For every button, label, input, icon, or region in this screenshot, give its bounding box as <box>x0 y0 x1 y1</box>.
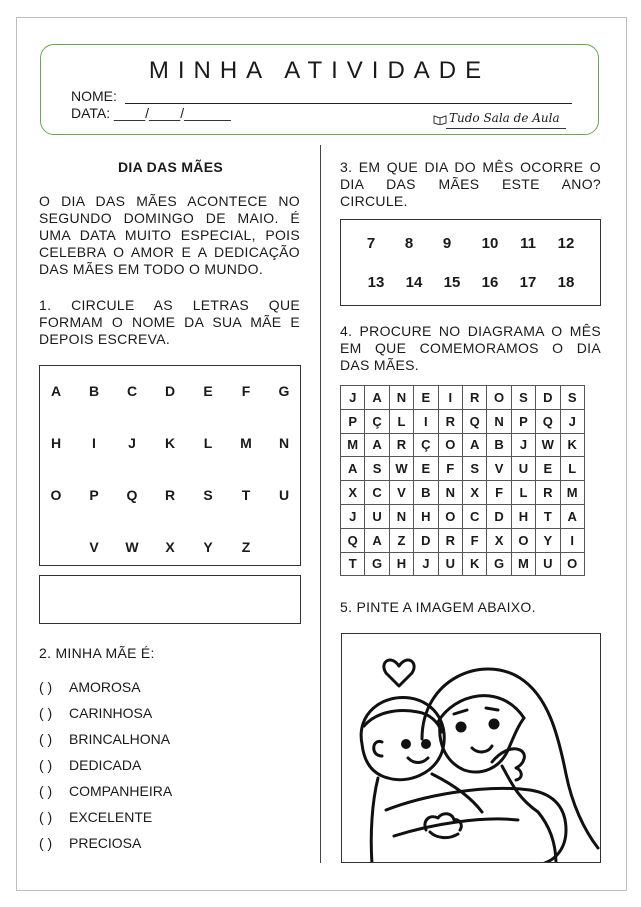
grid-cell[interactable]: C <box>365 481 389 505</box>
grid-cell[interactable]: K <box>560 433 584 457</box>
q3-instructions <box>340 159 601 210</box>
letter[interactable]: A <box>50 383 62 399</box>
option-carinhosa[interactable] <box>39 705 152 721</box>
day-number-box <box>340 219 601 306</box>
name-field[interactable] <box>125 103 572 104</box>
q1-line: DEPOIS ESCREVA. <box>39 331 171 347</box>
grid-cell[interactable]: R <box>462 386 486 410</box>
grid-cell[interactable]: I <box>560 528 584 552</box>
checkbox-paren[interactable]: ( ) <box>39 809 53 825</box>
letter[interactable]: B <box>88 383 100 399</box>
grid-cell[interactable]: S <box>560 386 584 410</box>
q5-title: 5. PINTE A IMAGEM ABAIXO. <box>340 599 536 615</box>
grid-cell[interactable]: C <box>462 504 486 528</box>
q4-line: EM QUE COMEMORAMOS O DIA <box>340 340 601 356</box>
letter[interactable]: Q <box>126 487 138 503</box>
letter[interactable]: P <box>89 487 99 503</box>
grid-cell[interactable]: J <box>560 409 584 433</box>
grid-cell[interactable]: A <box>365 528 389 552</box>
grid-cell[interactable]: A <box>560 504 584 528</box>
letter[interactable]: X <box>165 539 175 555</box>
grid-cell[interactable]: I <box>438 386 462 410</box>
grid-cell[interactable]: E <box>536 457 560 481</box>
grid-cell[interactable]: L <box>389 409 413 433</box>
grid-cell[interactable]: E <box>414 386 438 410</box>
option-label: CARINHOSA <box>69 705 153 721</box>
letter[interactable]: V <box>89 539 99 555</box>
grid-cell[interactable]: S <box>365 457 389 481</box>
grid-cell[interactable]: K <box>462 552 486 576</box>
grid-cell[interactable]: M <box>511 552 535 576</box>
option-label: BRINCALHONA <box>69 731 171 747</box>
grid-cell[interactable]: U <box>536 552 560 576</box>
intro-line: SEGUNDO DOMINGO DE MAIO. É <box>39 210 300 226</box>
grid-cell[interactable]: Ç <box>365 409 389 433</box>
letter[interactable]: H <box>50 435 62 451</box>
grid-cell[interactable]: V <box>389 481 413 505</box>
brand-underline <box>446 128 566 129</box>
grid-cell[interactable]: Y <box>536 528 560 552</box>
option-preciosa[interactable] <box>39 835 141 851</box>
grid-cell[interactable]: D <box>487 504 511 528</box>
grid-row <box>341 386 585 410</box>
grid-cell[interactable]: O <box>438 504 462 528</box>
q3-line: DIA DAS MÃES ESTE ANO? <box>340 176 601 192</box>
grid-cell[interactable]: N <box>438 481 462 505</box>
name-label: NOME: <box>71 88 117 104</box>
date-field[interactable]: DATA: ____/____/______ <box>71 105 231 121</box>
day-number[interactable]: 18 <box>557 274 575 291</box>
option-dedicada[interactable] <box>39 757 141 773</box>
grid-cell[interactable]: H <box>389 552 413 576</box>
option-brincalhona[interactable] <box>39 731 170 747</box>
grid-cell[interactable]: F <box>487 481 511 505</box>
day-number[interactable]: 11 <box>520 235 536 252</box>
intro-line: CELEBRA O AMOR E A DEDICAÇÃO <box>39 244 300 260</box>
grid-cell[interactable]: R <box>536 481 560 505</box>
column-divider <box>320 145 321 863</box>
grid-cell[interactable]: D <box>414 528 438 552</box>
mother-name-answer-box[interactable] <box>39 575 301 624</box>
grid-cell[interactable]: M <box>560 481 584 505</box>
grid-cell[interactable]: A <box>365 433 389 457</box>
grid-cell[interactable]: Ç <box>414 433 438 457</box>
book-icon <box>433 113 447 125</box>
checkbox-paren[interactable]: ( ) <box>39 679 53 695</box>
grid-cell[interactable]: O <box>438 433 462 457</box>
option-label: PRECIOSA <box>69 835 142 851</box>
grid-cell[interactable]: S <box>511 386 535 410</box>
grid-cell[interactable]: B <box>487 433 511 457</box>
letter[interactable]: L <box>203 435 213 451</box>
grid-cell[interactable]: P <box>341 409 365 433</box>
option-label: EXCELENTE <box>69 809 153 825</box>
grid-row <box>341 528 585 552</box>
grid-cell[interactable]: P <box>511 409 535 433</box>
q3-line: 3. EM QUE DIA DO MÊS OCORRE O <box>340 159 601 175</box>
day-number[interactable]: 15 <box>443 274 461 291</box>
grid-cell[interactable]: J <box>341 504 365 528</box>
q2-title: 2. MINHA MÃE É: <box>39 645 155 661</box>
heart-icon <box>384 660 414 686</box>
grid-cell[interactable]: A <box>341 457 365 481</box>
grid-cell[interactable]: G <box>487 552 511 576</box>
grid-cell[interactable]: U <box>365 504 389 528</box>
letter[interactable]: W <box>125 539 139 555</box>
grid-cell[interactable]: H <box>414 504 438 528</box>
q4-line: 4. PROCURE NO DIAGRAMA O MÊS <box>340 323 601 339</box>
day-number[interactable]: 8 <box>404 235 414 252</box>
option-amorosa[interactable] <box>39 679 141 695</box>
grid-cell[interactable]: E <box>414 457 438 481</box>
intro-line: UMA DATA MUITO ESPECIAL, POIS <box>39 227 300 243</box>
grid-cell[interactable]: O <box>487 386 511 410</box>
grid-cell[interactable]: L <box>511 481 535 505</box>
q1-instructions <box>39 297 300 348</box>
intro-line: O DIA DAS MÃES ACONTECE NO <box>39 193 300 209</box>
letter[interactable]: T <box>241 487 251 503</box>
letter[interactable]: F <box>241 383 251 399</box>
grid-cell[interactable]: V <box>487 457 511 481</box>
q3-line: CIRCULE. <box>340 193 408 209</box>
option-excelente[interactable] <box>39 809 152 825</box>
grid-cell[interactable]: J <box>341 386 365 410</box>
header-box <box>40 44 599 135</box>
option-label: COMPANHEIRA <box>69 783 173 799</box>
coloring-picture-frame[interactable] <box>341 633 601 863</box>
day-number[interactable]: 14 <box>405 274 423 291</box>
mother-hugging-child-illustration <box>342 634 601 863</box>
grid-cell[interactable]: T <box>536 504 560 528</box>
letter[interactable]: C <box>126 383 138 399</box>
checkbox-paren[interactable]: ( ) <box>39 783 53 799</box>
letter[interactable]: O <box>50 487 62 503</box>
grid-row <box>341 433 585 457</box>
checkbox-paren[interactable]: ( ) <box>39 705 53 721</box>
grid-cell[interactable]: X <box>341 481 365 505</box>
grid-row <box>341 409 585 433</box>
intro-line: DAS MÃES EM TODO O MUNDO. <box>39 261 264 277</box>
letter[interactable]: R <box>164 487 176 503</box>
letter[interactable]: E <box>203 383 213 399</box>
letter[interactable]: G <box>278 383 290 399</box>
grid-cell[interactable]: T <box>341 552 365 576</box>
grid-row <box>341 504 585 528</box>
intro-paragraph <box>39 193 300 278</box>
q1-line: FORMAM O NOME DA SUA MÃE E <box>39 314 300 330</box>
letter[interactable]: I <box>92 435 96 451</box>
day-number[interactable]: 17 <box>519 274 537 291</box>
word-search-grid <box>340 385 585 576</box>
page-title: MINHA ATIVIDADE <box>148 57 491 84</box>
grid-cell[interactable]: S <box>462 457 486 481</box>
grid-cell[interactable]: M <box>341 433 365 457</box>
option-companheira[interactable] <box>39 783 172 799</box>
grid-cell[interactable]: G <box>365 552 389 576</box>
letter[interactable]: D <box>164 383 176 399</box>
grid-cell[interactable]: F <box>462 528 486 552</box>
grid-cell[interactable]: J <box>511 433 535 457</box>
day-number[interactable]: 16 <box>481 274 499 291</box>
grid-cell[interactable]: W <box>536 433 560 457</box>
grid-cell[interactable]: D <box>536 386 560 410</box>
letter-box <box>39 365 301 566</box>
grid-cell[interactable]: Q <box>341 528 365 552</box>
grid-row <box>341 481 585 505</box>
option-label: AMOROSA <box>69 679 141 695</box>
grid-cell[interactable]: O <box>511 528 535 552</box>
grid-cell[interactable]: N <box>389 386 413 410</box>
checkbox-paren[interactable]: ( ) <box>39 757 53 773</box>
grid-cell[interactable]: R <box>438 528 462 552</box>
grid-cell[interactable]: O <box>560 552 584 576</box>
grid-cell[interactable]: B <box>414 481 438 505</box>
grid-cell[interactable]: F <box>438 457 462 481</box>
option-label: DEDICADA <box>69 757 142 773</box>
grid-cell[interactable]: Z <box>389 528 413 552</box>
q1-line: 1. CIRCULE AS LETRAS QUE <box>39 297 300 313</box>
letter[interactable]: Z <box>241 539 251 555</box>
grid-cell[interactable]: H <box>511 504 535 528</box>
grid-cell[interactable]: I <box>414 409 438 433</box>
grid-cell[interactable]: U <box>511 457 535 481</box>
grid-row <box>341 552 585 576</box>
grid-cell[interactable]: X <box>462 481 486 505</box>
grid-row <box>341 457 585 481</box>
day-number[interactable]: 13 <box>367 274 385 291</box>
letter[interactable]: J <box>128 435 136 451</box>
day-number[interactable]: 9 <box>442 235 452 252</box>
letter[interactable]: U <box>278 487 290 503</box>
grid-cell[interactable]: Q <box>536 409 560 433</box>
grid-cell[interactable]: N <box>389 504 413 528</box>
letter[interactable]: K <box>164 435 176 451</box>
grid-cell[interactable]: Q <box>462 409 486 433</box>
section-title: DIA DAS MÃES <box>118 159 223 175</box>
letter[interactable]: M <box>240 435 252 451</box>
grid-cell[interactable]: R <box>438 409 462 433</box>
grid-cell[interactable]: N <box>487 409 511 433</box>
brand-logo: Tudo Sala de Aula <box>449 111 560 125</box>
letter[interactable]: Y <box>203 539 213 555</box>
day-number[interactable]: 7 <box>366 235 376 252</box>
q4-line: DAS MÃES. <box>340 357 419 373</box>
grid-cell[interactable]: J <box>414 552 438 576</box>
q4-instructions <box>340 323 601 374</box>
checkbox-paren[interactable]: ( ) <box>39 731 53 747</box>
grid-cell[interactable]: U <box>438 552 462 576</box>
grid-cell[interactable]: A <box>462 433 486 457</box>
grid-cell[interactable]: X <box>487 528 511 552</box>
letter[interactable]: N <box>278 435 290 451</box>
grid-cell[interactable]: W <box>389 457 413 481</box>
checkbox-paren[interactable]: ( ) <box>39 835 53 851</box>
day-number[interactable]: 12 <box>557 235 575 252</box>
grid-cell[interactable]: A <box>365 386 389 410</box>
day-number[interactable]: 10 <box>481 235 499 252</box>
grid-cell[interactable]: R <box>389 433 413 457</box>
letter[interactable]: S <box>203 487 213 503</box>
grid-cell[interactable]: L <box>560 457 584 481</box>
